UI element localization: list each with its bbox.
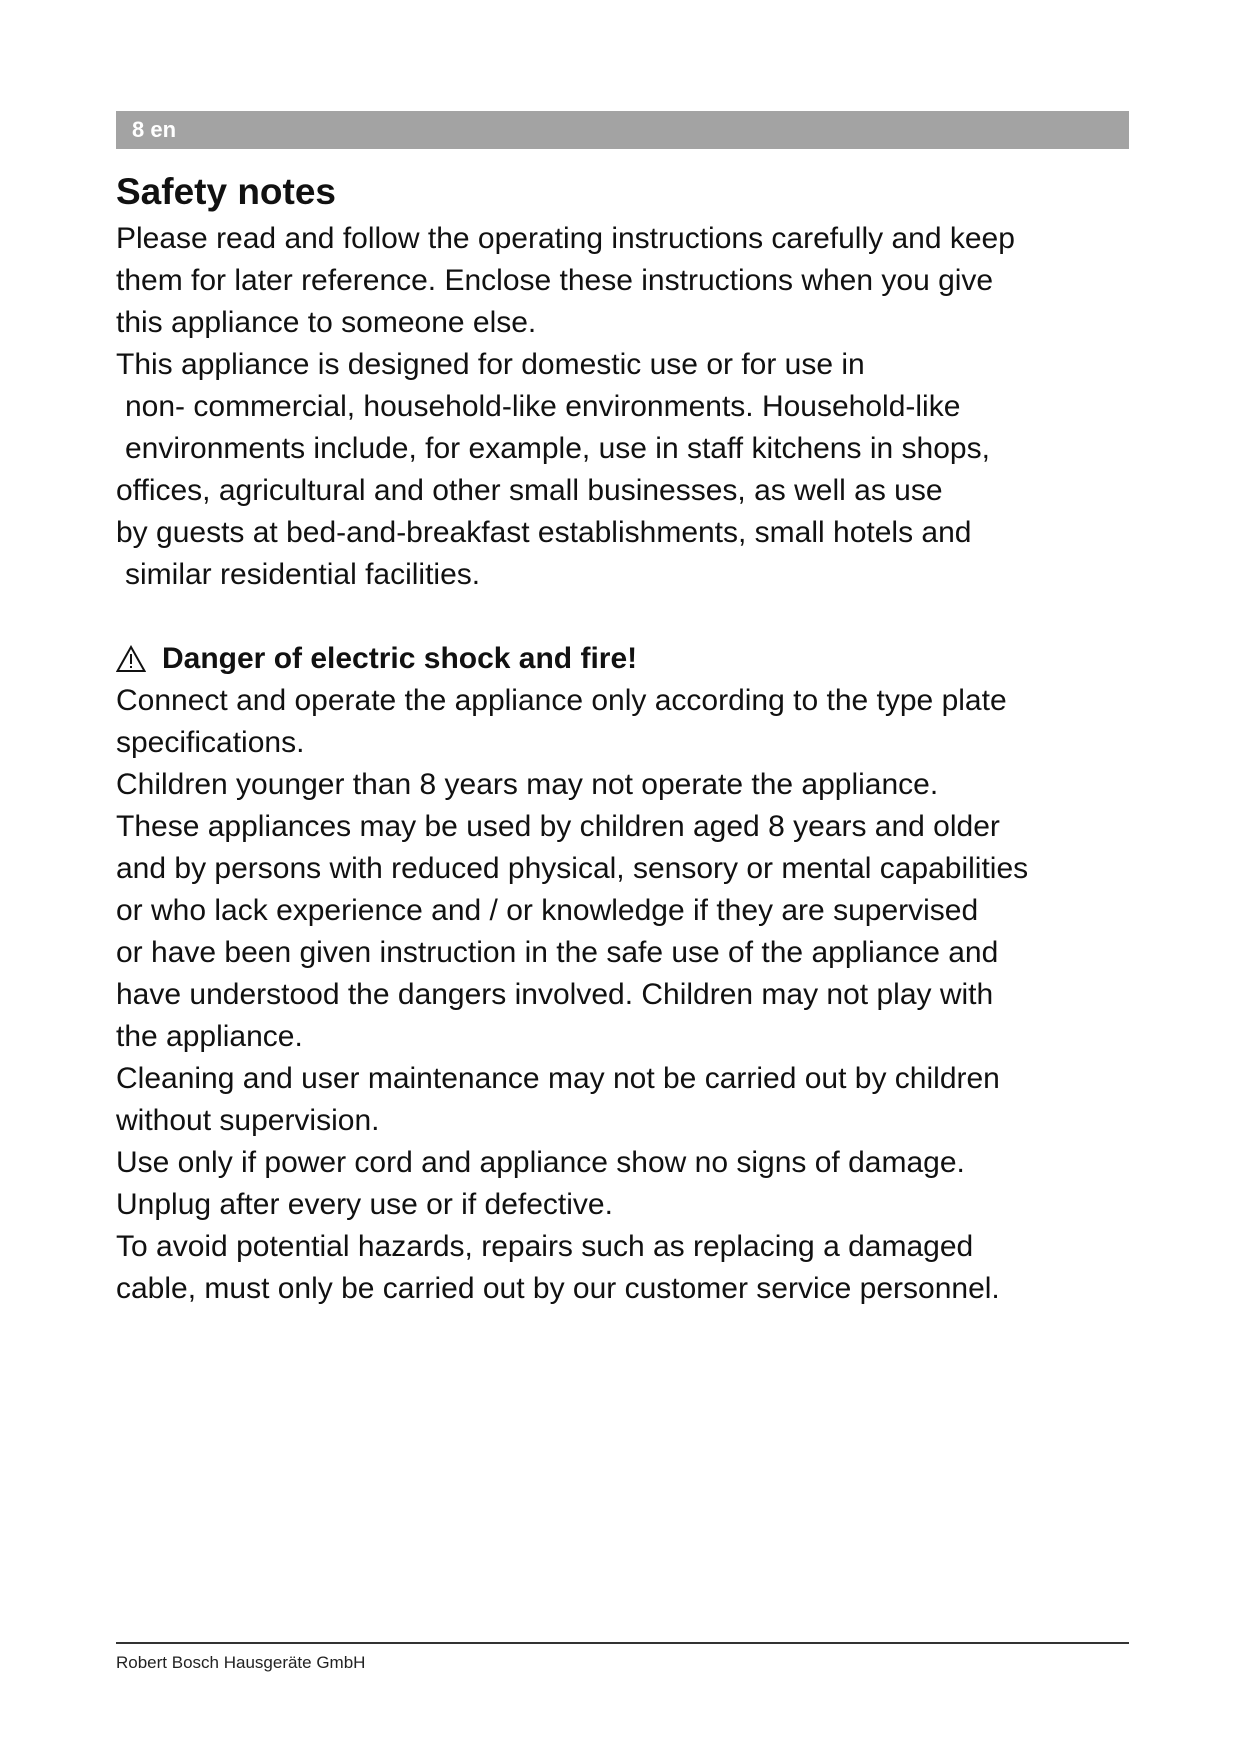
intro-line: similar residential facilities. [125,558,481,591]
warning-line: Children younger than 8 years may not operate the appliance. [116,768,939,801]
warning-line: specifications. [116,726,305,759]
main-content [116,166,1136,1310]
warning-line: cable, must only be carried out by our customer service personnel. [116,1272,1000,1305]
warning-line: Use only if power cord and appliance show no signs of damage. [116,1146,965,1179]
intro-line: offices, agricultural and other small businesses, as well as use [116,474,943,507]
intro-line: them for later reference. Enclose these instructions when you give [116,264,994,297]
warning-line: These appliances may be used by children aged 8 years and older [116,810,1000,843]
section-title: Safety notes [116,171,337,212]
warning-triangle-icon [116,645,146,673]
paragraph-spacer [116,596,1136,638]
warning-heading [116,638,1136,680]
footer-company: Robert Bosch Hausgeräte GmbH [116,1653,366,1672]
warning-heading-text: Danger of electric shock and fire! [162,642,638,675]
intro-line: Please read and follow the operating instructions carefully and keep [116,222,1015,255]
warning-line: the appliance. [116,1020,303,1053]
warning-line: or who lack experience and / or knowledge if they are supervised [116,894,979,927]
page-number-label: 8 en [132,117,177,142]
warning-line: Cleaning and user maintenance may not be carried out by children [116,1062,1000,1095]
footer-divider [116,1642,1129,1644]
intro-line: by guests at bed-and-breakfast establishments, small hotels and [116,516,972,549]
warning-line: have understood the dangers involved. Children may not play with [116,978,994,1011]
intro-line: non- commercial, household-like environments. Household-like [125,390,961,423]
intro-line: This appliance is designed for domestic use or for use in [116,348,865,381]
page-header-bar [116,111,1129,149]
warning-line: and by persons with reduced physical, sensory or mental capabilities [116,852,1029,885]
warning-line: Unplug after every use or if defective. [116,1188,613,1221]
intro-line: this appliance to someone else. [116,306,537,339]
warning-line: or have been given instruction in the safe use of the appliance and [116,936,999,969]
warning-line: To avoid potential hazards, repairs such as replacing a damaged [116,1230,974,1263]
warning-paragraph [116,680,1136,1310]
warning-line: without supervision. [116,1104,380,1137]
intro-paragraph [116,218,1136,596]
warning-line: Connect and operate the appliance only according to the type plate [116,684,1007,717]
intro-line: environments include, for example, use in staff kitchens in shops, [125,432,990,465]
